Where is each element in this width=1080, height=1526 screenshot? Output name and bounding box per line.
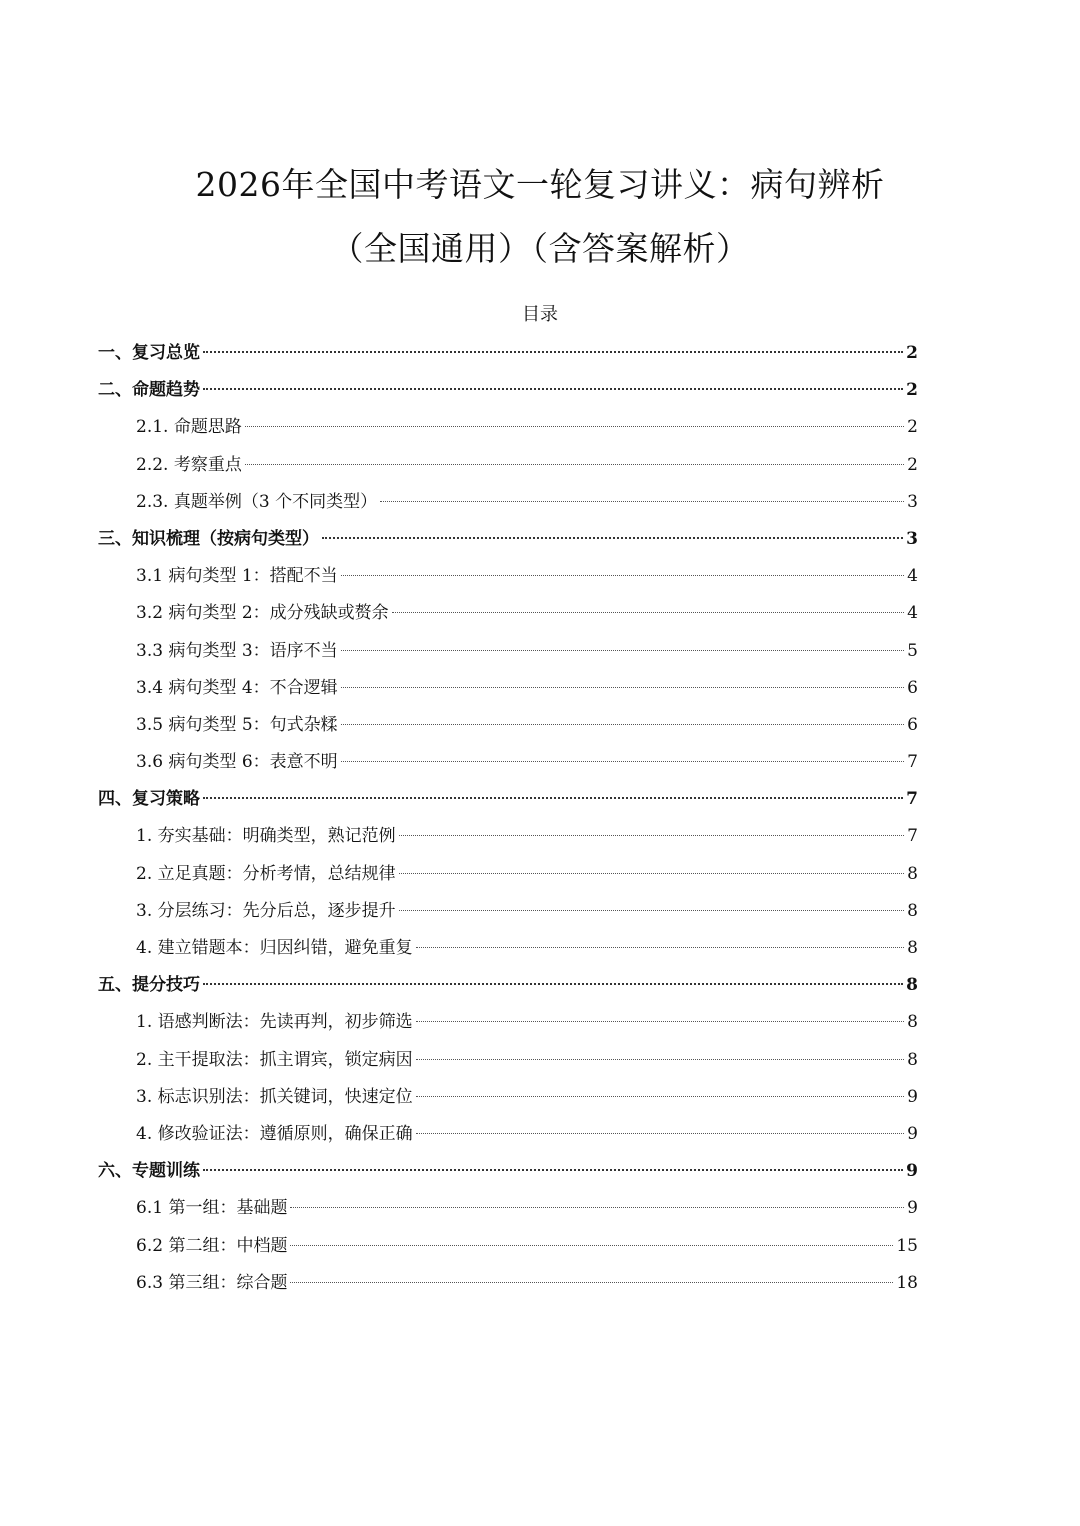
toc-entry-page-number: 2 <box>907 417 918 438</box>
toc-dot-leader <box>380 501 904 502</box>
toc-entry-label: 2. 主干提取法：抓主谓宾，锁定病因 <box>136 1049 413 1070</box>
toc-entry-page-number: 8 <box>907 1012 918 1033</box>
toc-entry-page-number: 8 <box>907 900 918 921</box>
toc-dot-leader <box>245 464 904 465</box>
toc-entry-label: 2. 立足真题：分析考情，总结规律 <box>136 863 396 884</box>
toc-entry-label: 3.6 病句类型 6：表意不明 <box>136 752 338 773</box>
toc-entry-label: 六、专题训练 <box>98 1161 200 1182</box>
toc-entry-page-number: 3 <box>906 528 918 549</box>
toc-dot-leader <box>290 1282 893 1283</box>
toc-entry-page-number: 2 <box>907 454 918 475</box>
toc-section-entry[interactable] <box>98 967 918 1004</box>
toc-entry-label: 四、复习策略 <box>98 789 200 810</box>
toc-dot-leader <box>416 1096 905 1097</box>
toc-subsection-entry[interactable] <box>98 707 918 744</box>
toc-dot-leader <box>341 687 905 688</box>
toc-entry-label: 三、知识梳理（按病句类型） <box>98 528 319 549</box>
toc-dot-leader <box>341 650 905 651</box>
toc-dot-leader <box>416 947 905 948</box>
toc-entry-page-number: 8 <box>906 975 918 996</box>
toc-subsection-entry[interactable] <box>98 484 918 521</box>
toc-entry-label: 五、提分技巧 <box>98 975 200 996</box>
toc-section-entry[interactable] <box>98 372 918 409</box>
toc-entry-label: 6.2 第二组：中档题 <box>136 1235 288 1256</box>
toc-entry-label: 2.3. 真题举例（3 个不同类型） <box>136 491 378 512</box>
toc-dot-leader <box>245 426 904 427</box>
toc-entry-label: 4. 修改验证法：遵循原则，确保正确 <box>136 1123 413 1144</box>
toc-dot-leader <box>203 983 903 985</box>
toc-entry-page-number: 9 <box>906 1161 918 1182</box>
toc-subsection-entry[interactable] <box>98 558 918 595</box>
toc-section-entry[interactable] <box>98 521 918 558</box>
toc-subsection-entry[interactable] <box>98 447 918 484</box>
toc-dot-leader <box>341 724 905 725</box>
toc-subsection-entry[interactable] <box>98 670 918 707</box>
toc-subsection-entry[interactable] <box>98 893 918 930</box>
document-title-line-2: （全国通用）（含答案解析） <box>330 229 750 268</box>
toc-entry-page-number: 8 <box>907 1049 918 1070</box>
toc-dot-leader <box>399 873 905 874</box>
toc-section-entry[interactable] <box>98 781 918 818</box>
toc-entry-label: 二、命题趋势 <box>98 380 200 401</box>
toc-dot-leader <box>341 575 905 576</box>
toc-entry-label: 4. 建立错题本：归因纠错，避免重复 <box>136 938 413 958</box>
toc-entry-page-number: 6 <box>907 714 918 735</box>
toc-entry-page-number: 18 <box>896 1272 918 1293</box>
toc-entry-label: 3.3 病句类型 3：语序不当 <box>136 640 338 661</box>
toc-entry-page-number: 8 <box>907 863 918 884</box>
toc-entry-page-number: 4 <box>907 566 918 587</box>
toc-subsection-entry[interactable] <box>98 1228 918 1265</box>
toc-entry-page-number: 5 <box>907 640 918 661</box>
toc-dot-leader <box>203 351 903 353</box>
toc-subsection-entry[interactable] <box>98 1265 918 1302</box>
toc-entry-page-number: 7 <box>907 752 918 773</box>
toc-section-entry[interactable] <box>98 1153 918 1190</box>
toc-entry-page-number: 2 <box>906 343 918 363</box>
toc-subsection-entry[interactable] <box>98 1042 918 1079</box>
toc-subsection-entry[interactable] <box>98 1116 918 1153</box>
toc-subsection-entry[interactable] <box>98 818 918 855</box>
toc-entry-label: 1. 夯实基础：明确类型，熟记范例 <box>136 826 396 847</box>
toc-entry-label: 3. 标志识别法：抓关键词，快速定位 <box>136 1086 413 1107</box>
table-of-contents <box>98 335 918 1302</box>
toc-entry-label: 3.4 病句类型 4：不合逻辑 <box>136 677 338 698</box>
toc-subsection-entry[interactable] <box>98 1190 918 1227</box>
toc-dot-leader <box>416 1059 905 1060</box>
toc-dot-leader <box>290 1245 893 1246</box>
document-title-line-1: 2026年全国中考语文一轮复习讲义：病句辨析 <box>195 165 885 204</box>
toc-dot-leader <box>416 1021 905 1022</box>
toc-entry-page-number: 2 <box>906 380 918 401</box>
toc-dot-leader <box>203 797 903 799</box>
toc-subsection-entry[interactable] <box>98 930 918 967</box>
toc-dot-leader <box>399 835 905 836</box>
toc-dot-leader <box>399 910 905 911</box>
toc-entry-page-number: 7 <box>907 826 918 847</box>
toc-dot-leader <box>416 1133 905 1134</box>
toc-heading: 目录 <box>522 304 558 325</box>
toc-dot-leader <box>203 1169 903 1171</box>
toc-dot-leader <box>290 1207 904 1208</box>
toc-subsection-entry[interactable] <box>98 633 918 670</box>
toc-entry-page-number: 3 <box>907 491 918 512</box>
toc-entry-label: 一、复习总览 <box>98 343 200 363</box>
toc-entry-page-number: 8 <box>907 938 918 958</box>
toc-entry-page-number: 7 <box>906 789 918 810</box>
toc-section-entry[interactable] <box>98 335 918 372</box>
toc-dot-leader <box>322 537 903 539</box>
toc-entry-label: 3.2 病句类型 2：成分残缺或赘余 <box>136 603 389 624</box>
toc-dot-leader <box>392 612 905 613</box>
toc-entry-label: 6.3 第三组：综合题 <box>136 1272 288 1293</box>
toc-subsection-entry[interactable] <box>98 856 918 893</box>
toc-subsection-entry[interactable] <box>98 409 918 446</box>
toc-entry-page-number: 9 <box>907 1086 918 1107</box>
toc-entry-page-number: 9 <box>907 1198 918 1219</box>
toc-entry-page-number: 15 <box>896 1235 918 1256</box>
toc-entry-label: 1. 语感判断法：先读再判，初步筛选 <box>136 1012 413 1033</box>
toc-entry-label: 3.5 病句类型 5：句式杂糅 <box>136 714 338 735</box>
toc-subsection-entry[interactable] <box>98 744 918 781</box>
toc-dot-leader <box>341 761 905 762</box>
toc-entry-page-number: 9 <box>907 1123 918 1144</box>
toc-subsection-entry[interactable] <box>98 1004 918 1041</box>
toc-subsection-entry[interactable] <box>98 1079 918 1116</box>
toc-entry-label: 3.1 病句类型 1：搭配不当 <box>136 566 338 587</box>
toc-subsection-entry[interactable] <box>98 595 918 632</box>
toc-entry-label: 3. 分层练习：先分后总，逐步提升 <box>136 900 396 921</box>
toc-entry-label: 2.1. 命题思路 <box>136 417 242 438</box>
toc-entry-page-number: 4 <box>907 603 918 624</box>
toc-entry-label: 2.2. 考察重点 <box>136 454 242 475</box>
toc-dot-leader <box>203 388 903 390</box>
toc-entry-label: 6.1 第一组：基础题 <box>136 1198 288 1219</box>
toc-entry-page-number: 6 <box>907 677 918 698</box>
